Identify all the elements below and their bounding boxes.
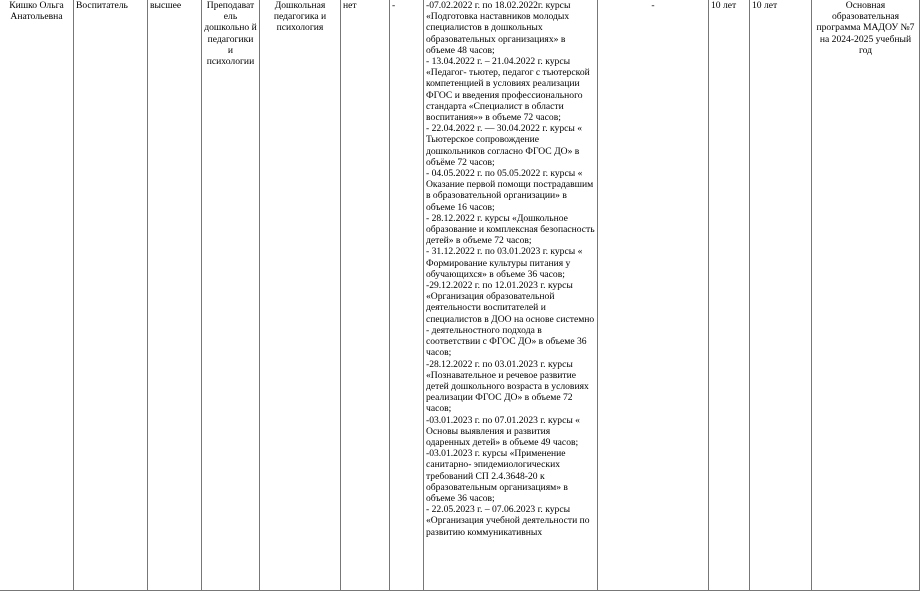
qualification-cell: Преподават ель дошкольно й педагогики и психологии [202,0,260,591]
retraining-cell: - [598,0,709,591]
course-item: -29.12.2022 г. по 12.01.2023 г. курсы «Организация образовательной деятельности воспитателей и специалистов в ДОО на основе системно - деятельностного подхода в соответствии с ФГОС ДО» в объеме 36 часов; [426,280,595,359]
course-item: - 28.12.2022 г. курсы «Дошкольное образование и комплексная безопасность детей» в объеме 72 часов; [426,212,595,247]
specialty-cell: Дошкольная педагогика и психология [260,0,341,591]
total-experience-cell: 10 лет [709,0,750,591]
course-item: - 04.05.2022 г. по 05.05.2022 г. курсы « Оказание первой помощи пострадавшим в образовательной организации» в объеме 16 часов; [426,168,594,213]
position-cell: Воспитатель [74,0,148,591]
course-item: -28.12.2022 г. по 03.01.2023 г. курсы «Познавательное и речевое развитие детей дошкольного возраста в условиях реализации ФГОС ДО» в объеме 72 часов; [426,358,589,415]
programs-cell: Основная образовательная программа МАДОУ №7 на 2024-2025 учебный год [812,0,920,591]
academic-degree-cell: нет [341,0,390,591]
ped-experience-cell: 10 лет [750,0,812,591]
fio-cell: Кишко Ольга Анатольевна [0,0,74,591]
course-item: -03.01.2023 г. по 07.01.2023 г. курсы « Основы выявления и развития одаренных детей» в объеме 49 часов; [426,414,580,448]
course-item: - 31.12.2022 г. по 03.01.2023 г. курсы « Формирование культуры питания у обучающихся» в объеме 36 часов; [426,246,583,280]
education-level-cell: высшее [148,0,202,591]
course-item: - 22.04.2022 г. — 30.04.2022 г. курсы « Тьютерское сопровождение дошкольников согласно ФГОС ДО» в объёме 72 часов; [426,123,583,168]
courses-cell [424,0,598,591]
course-item: - 13.04.2022 г. – 21.04.2022 г. курсы «Педагог- тьютер, педагог с тьютерской компетенцией в условиях реализации ФГОС и введения профессионального стандарта «Специалист в области воспитания»» в объеме 72 часов; [426,56,590,124]
course-item: - 22.05.2023 г. – 07.06.2023 г. курсы «Организация учебной деятельности по развитию коммуникативных [426,504,590,538]
academic-title-cell: - [390,0,424,591]
course-item: -03.01.2023 г. курсы «Применение санитарно- эпидемиологических требований СП 2.4.3648-20 к образовательным организациям» в объеме 36 часов; [426,448,568,504]
course-item: -07.02.2022 г. по 18.02.2022г. курсы «Подготовка наставников молодых специалистов в дошкольных образовательных организациях» в объеме 48 часов; [426,0,571,56]
